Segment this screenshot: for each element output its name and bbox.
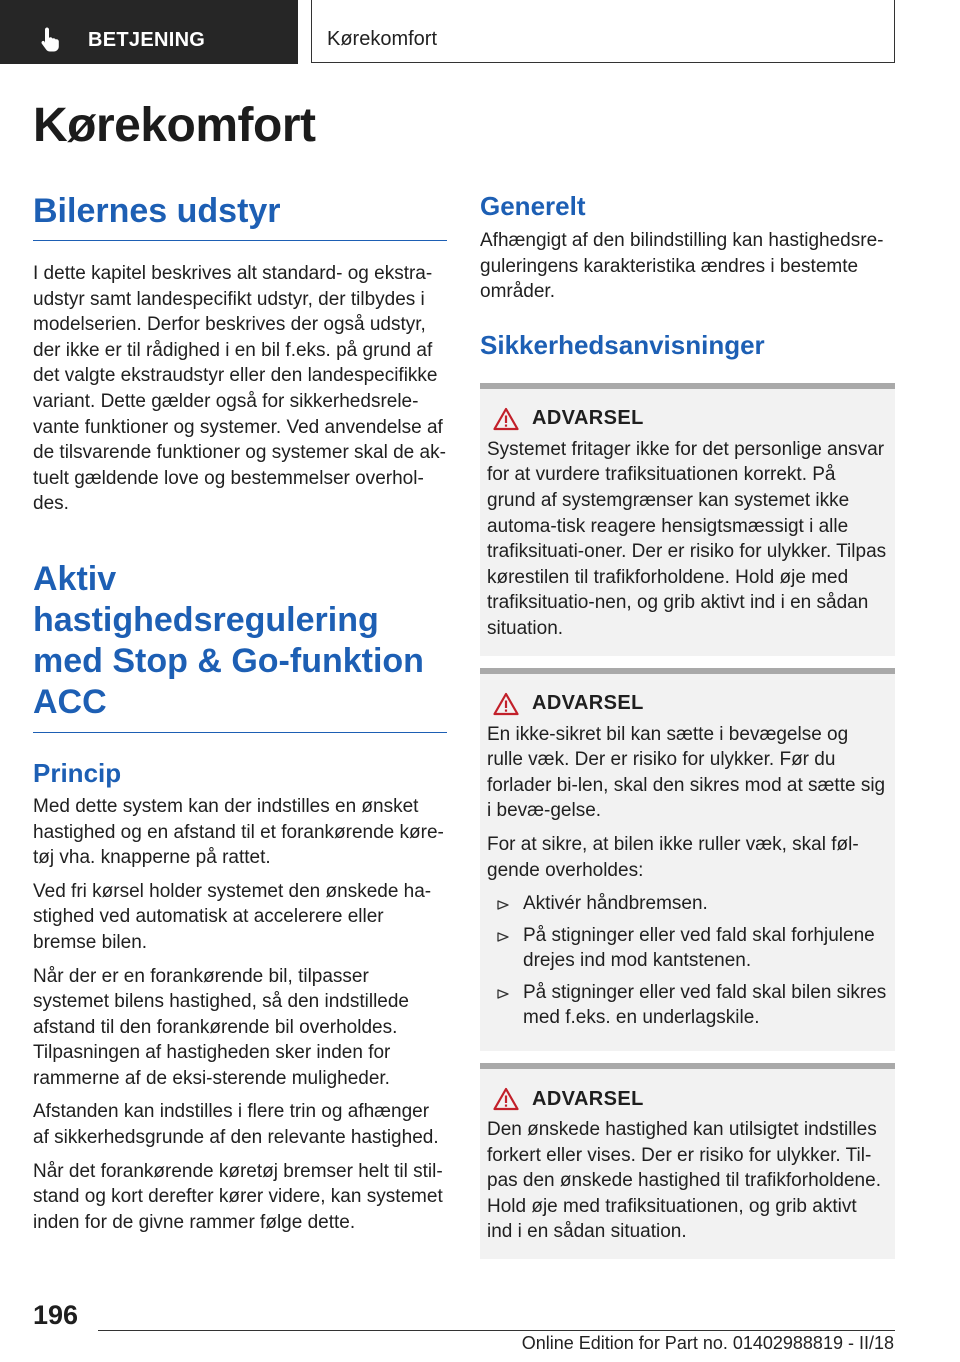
triangle-bullet-icon: [497, 932, 509, 942]
bullet-list: [487, 891, 887, 1031]
list-item-text: På stigninger eller ved fald skal forhjulene drejes ind mod kantstenen.: [523, 924, 875, 972]
list-item: [487, 923, 887, 974]
warning-label: ADVARSEL: [532, 407, 644, 430]
principle-body: [33, 794, 447, 1236]
acc-title-line3: ACC: [33, 682, 107, 721]
general-title: Generelt: [480, 191, 586, 221]
section-title-equipment: Bilernes udstyr: [33, 190, 447, 241]
breadcrumb-label: Kørekomfort: [327, 28, 438, 50]
page-number: 196: [33, 1300, 79, 1330]
warning-box: [480, 383, 895, 656]
hand-pointer-icon: [40, 26, 62, 52]
breadcrumb: [311, 0, 895, 63]
warning-triangle-icon: [493, 1087, 519, 1111]
triangle-bullet-icon: [497, 989, 509, 999]
warning-label: ADVARSEL: [532, 1087, 644, 1110]
principle-title: Princip: [33, 757, 122, 788]
warning-body: Den ønskede hastighed kan utilsigtet indstilles forkert eller vises. Der er risiko for ulykker. Til-pas den ønskede hastighed til trafikforholdene. Hold øje med trafiksituationen, og grib aktivt ind i en sådan situation.: [487, 1119, 881, 1243]
list-item-text: På stigninger eller ved fald skal bilen sikres med f.eks. en underlagskile.: [523, 981, 887, 1029]
warning-box: [480, 668, 895, 1052]
left-column: [33, 190, 447, 1235]
list-item: [487, 891, 887, 917]
page-title: Kørekomfort: [33, 99, 316, 152]
general-body: Afhængigt af den bilindstilling kan hastighedsre-guleringens karakteristika ændres i bestemte områder.: [480, 230, 884, 303]
warning-body: For at sikre, at bilen ikke ruller væk, skal føl-gende overholdes:: [487, 833, 859, 881]
list-item-text: Aktivér håndbremsen.: [523, 893, 708, 915]
triangle-bullet-icon: [497, 900, 509, 910]
principle-paragraph: Når det forankørende køretøj bremser helt til stil-stand og kort derefter kører videre, kan systemet inden for de givne rammer følge dette.: [33, 1160, 443, 1233]
section-tab[interactable]: [0, 0, 298, 64]
warning-box: [480, 1063, 895, 1259]
warning-triangle-icon: [493, 407, 519, 431]
section-title-acc: [33, 559, 447, 733]
right-column: [480, 190, 895, 1259]
principle-paragraph: Når der er en forankørende bil, tilpasser systemet bilens hastighed, så den indstillede afstand til den forankørende bil overholdes. Tilpasningen af hastigheden sker inden for rammerne af de eksi-sterende muligheder.: [33, 965, 410, 1089]
acc-title-line2: med Stop & Go-funktion: [33, 641, 424, 680]
list-item: [487, 980, 887, 1031]
warning-body: En ikke-sikret bil kan sætte i bevægelse og rulle væk. Der er risiko for ulykker. Før du forlader bi-len, skal den sikres mod at sætte sig i bevæ-gelse.: [487, 723, 886, 822]
equipment-body: I dette kapitel beskrives alt standard- og ekstra-udstyr samt landespecifikt udstyr, der tilbydes i modelserien. Derfor beskrives der også udstyr, der ikke er til rådighed i en bil f.eks. på grund af det valgte ekstraudstyr eller den landespecifikke variant. Dette gælder også for sikkerhedsrele-vante funktioner og systemer. Ved anvendelse af de tilsvarende funktioner og systemer skal de ak-tuelt gældende love og bestemmelser overhol-des.: [33, 263, 446, 515]
safety-title: Sikkerhedsanvisninger: [480, 329, 765, 360]
principle-paragraph: Med dette system kan der indstilles en ønsket hastighed og en afstand til et forankørende køre-tøj vha. knapperne på rattet.: [33, 795, 444, 869]
principle-paragraph: Ved fri kørsel holder systemet den ønskede ha-stighed ved automatisk at accelerere eller bremse bilen.: [33, 880, 432, 953]
section-label: BETJENING: [88, 29, 206, 51]
acc-title-line1: Aktiv hastighedsregulering: [33, 559, 379, 639]
principle-paragraph: Afstanden kan indstilles i flere trin og afhænger af sikkerhedsgrunde af den relevante hastighed.: [33, 1101, 439, 1149]
warning-triangle-icon: [493, 692, 519, 716]
warning-body: Systemet fritager ikke for det personlige ansvar for at vurdere trafiksituationen korrekt. På grund af systemgrænser kan systemet ikke automa-tisk reagere hensigtsmæssigt i alle trafiksituati-oner. Der er risiko for ulykker. Tilpas kørestilen til trafikforholdene. Hold øje med trafiksituatio-nen, og grib aktivt ind i en sådan situation.: [487, 438, 887, 639]
edition-note: Online Edition for Part no. 01402988819 - II/18: [521, 1333, 894, 1353]
footer-divider: [98, 1330, 895, 1331]
warning-label: ADVARSEL: [532, 692, 644, 715]
